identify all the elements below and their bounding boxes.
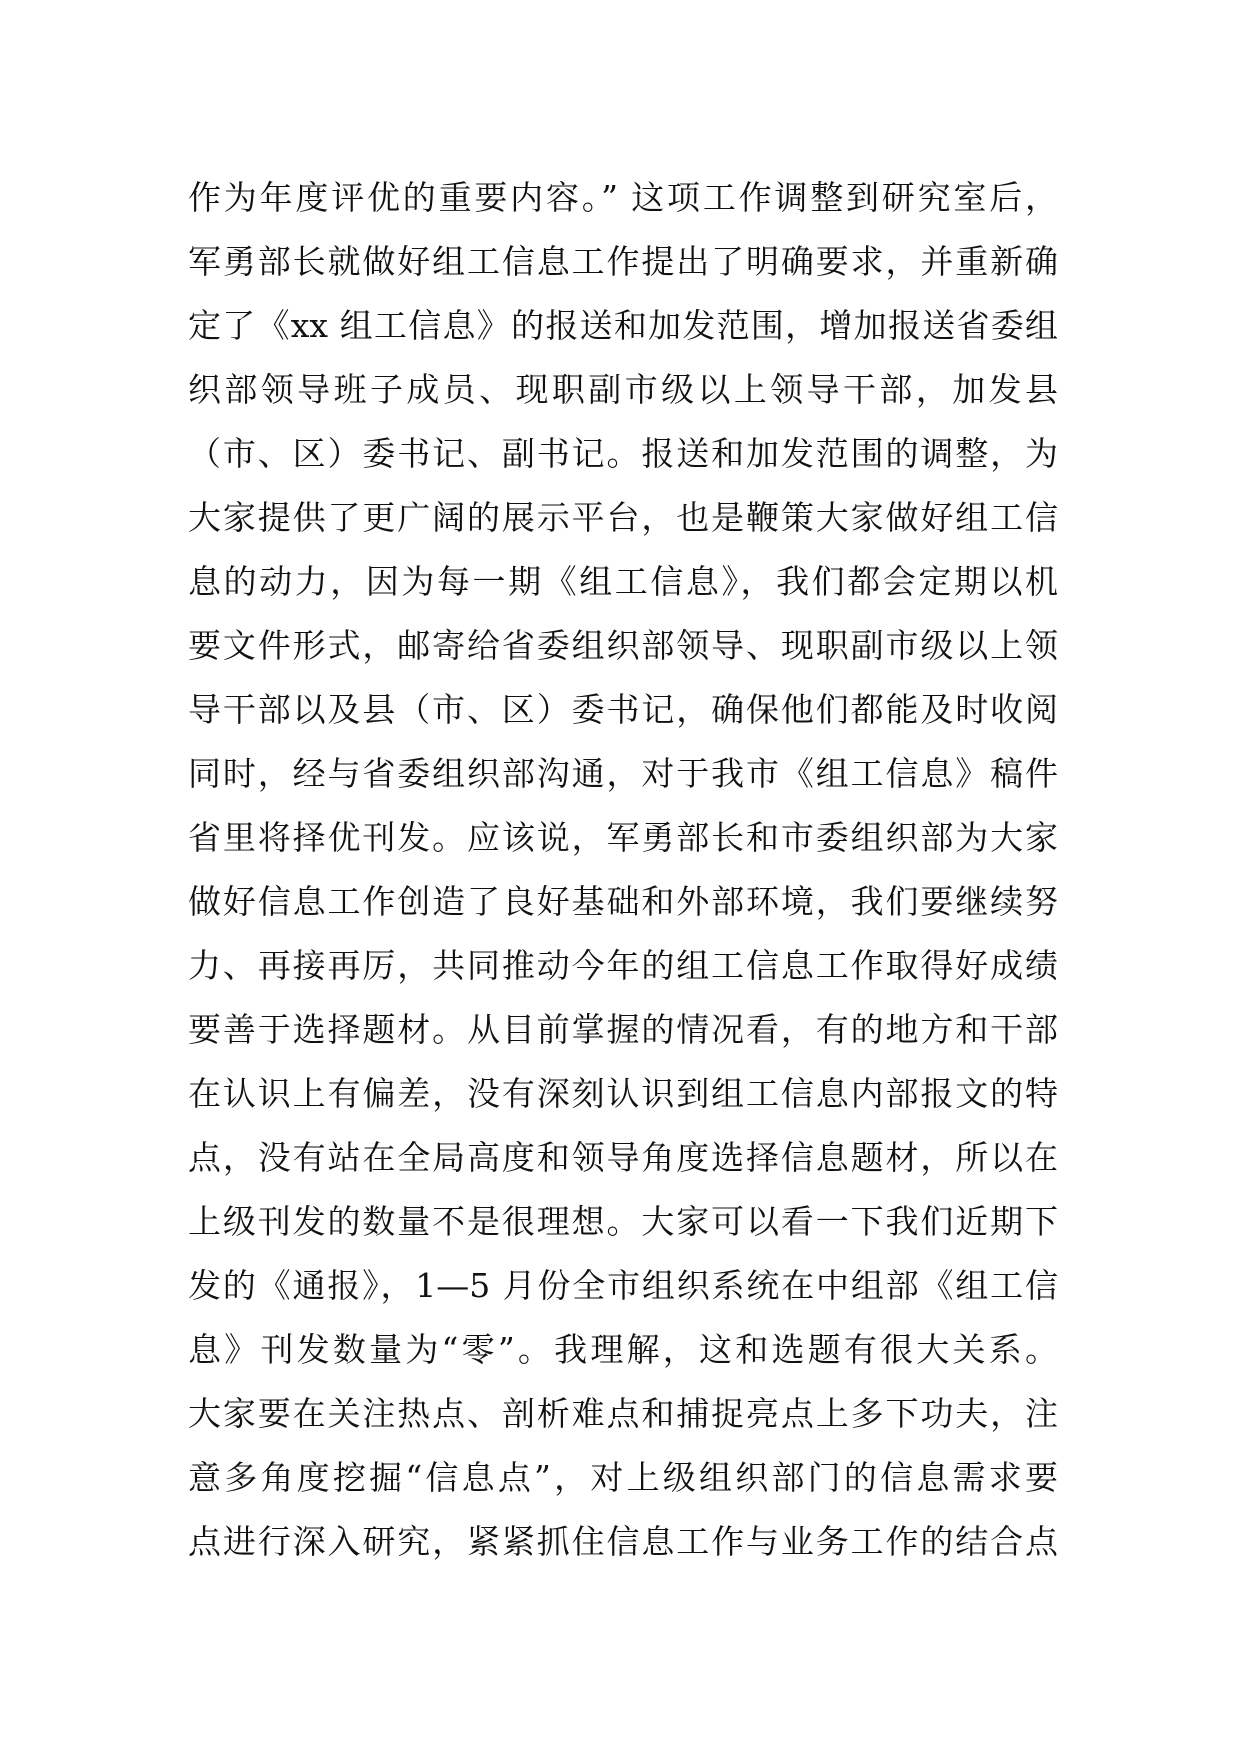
text-line: 做好信息工作创造了良好基础和外部环境，我们要继续努	[188, 882, 1058, 921]
text-line: 发的《通报》，1—5 月份全市组织系统在中组部《组工信	[188, 1266, 1058, 1305]
text-line: 省里将择优刊发。应该说，军勇部长和市委组织部为大家	[188, 818, 1058, 857]
text-line: 在认识上有偏差，没有深刻认识到组工信息内部报文的特	[188, 1074, 1058, 1113]
text-line: 作为年度评优的重要内容。” 这项工作调整到研究室后，	[188, 178, 1058, 217]
text-line: 大家要在关注热点、剖析难点和捕捉亮点上多下功夫，注	[188, 1394, 1058, 1433]
text-line: 息的动力，因为每一期《组工信息》，我们都会定期以机	[188, 562, 1058, 601]
text-line: 同时，经与省委组织部沟通，对于我市《组工信息》稿件	[188, 754, 1058, 793]
text-line: 点进行深入研究，紧紧抓住信息工作与业务工作的结合点	[188, 1522, 1058, 1561]
text-line: 点，没有站在全局高度和领导角度选择信息题材，所以在	[188, 1138, 1058, 1177]
text-line: 息》刊发数量为“零”。我理解，这和选题有很大关系。	[188, 1330, 1058, 1369]
text-line: 织部领导班子成员、现职副市级以上领导干部，加发县	[188, 370, 1058, 409]
text-line: 导干部以及县（市、区）委书记，确保他们都能及时收阅	[188, 690, 1058, 729]
text-line: 意多角度挖掘“信息点”，对上级组织部门的信息需求要	[188, 1458, 1058, 1497]
text-line: 军勇部长就做好组工信息工作提出了明确要求，并重新确	[188, 242, 1058, 281]
text-line: 上级刊发的数量不是很理想。大家可以看一下我们近期下	[188, 1202, 1058, 1241]
text-line: 要文件形式，邮寄给省委组织部领导、现职副市级以上领	[188, 626, 1058, 665]
text-line: 大家提供了更广阔的展示平台，也是鞭策大家做好组工信	[188, 498, 1058, 537]
text-line: （市、区）委书记、副书记。报送和加发范围的调整，为	[188, 434, 1058, 473]
text-line: 定了《xx 组工信息》的报送和加发范围，增加报送省委组	[188, 306, 1058, 345]
text-line: 力、再接再厉，共同推动今年的组工信息工作取得好成绩	[188, 946, 1058, 985]
text-line: 要善于选择题材。从目前掌握的情况看，有的地方和干部	[188, 1010, 1058, 1049]
body-text	[188, 166, 1058, 1574]
